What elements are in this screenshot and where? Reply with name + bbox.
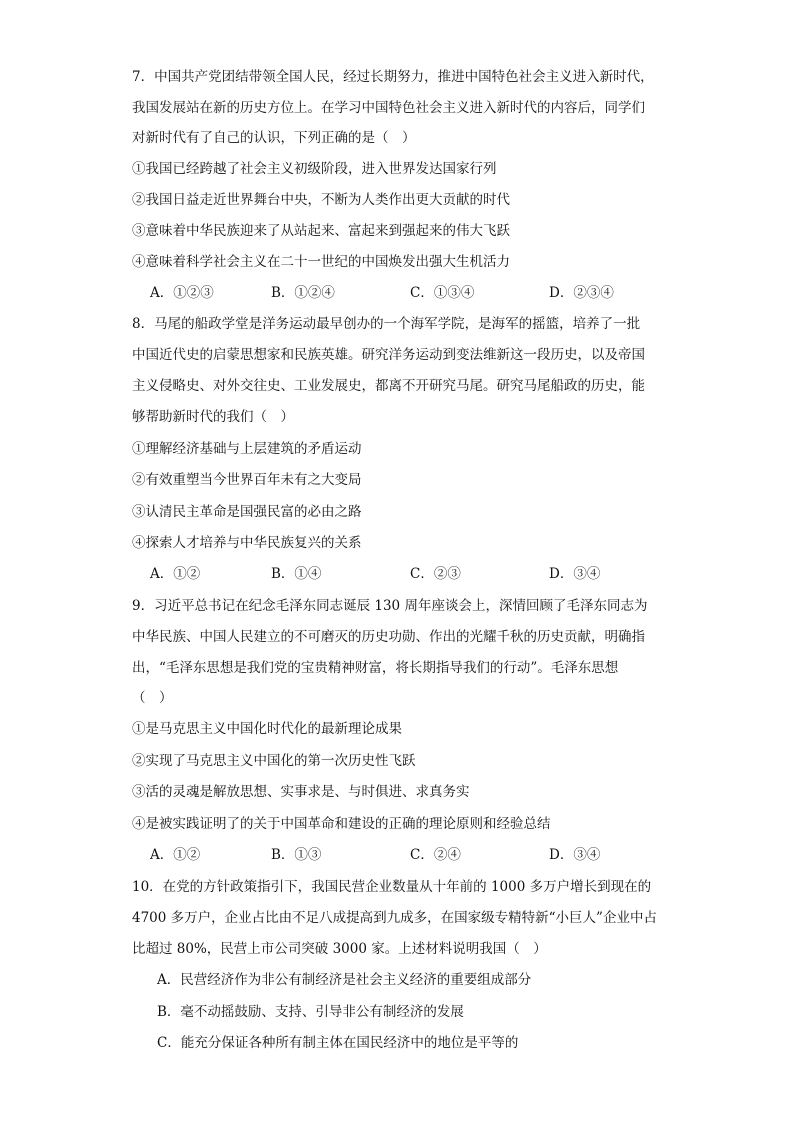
question-8-choice-c[interactable]: C．②③ xyxy=(410,566,461,582)
question-8-stem-line-3: 主义侵略史、对外交往史、工业发展史，都离不开研究马尾。研究马尾船政的历史，能 xyxy=(132,378,645,394)
question-7-statement-3: ③意味着中华民族迎来了从站起来、富起来到强起来的伟大飞跃 xyxy=(132,223,510,239)
question-9-stem-line-3: 出，“毛泽东思想是我们党的宝贵精神财富，将长期指导我们的行动”。毛泽东思想 xyxy=(132,660,619,676)
question-8-statement-4: ④探索人才培养与中华民族复兴的关系 xyxy=(132,535,362,551)
question-9-choices xyxy=(132,845,692,865)
question-10-stem-line-3: 比超过 80%，民营上市公司突破 3000 家。上述材料说明我国（ ） xyxy=(132,941,547,957)
question-9-statement-3: ③活的灵魂是解放思想、实事求是、与时俱进、求真务实 xyxy=(132,784,470,800)
question-7-stem-line-3: 对新时代有了自己的认识，下列正确的是（ ） xyxy=(132,130,416,146)
question-10-stem-line-2: 4700 多万户，企业占比由不足八成提高到九成多，在国家级专精特新“小巨人”企业中占 xyxy=(132,910,657,926)
question-7-stem-line-1: 7．中国共产党团结带领全国人民，经过长期努力，推进中国特色社会主义进入新时代， xyxy=(132,69,654,85)
question-8-choice-d[interactable]: D．③④ xyxy=(549,566,601,582)
question-9-stem-line-1: 9．习近平总书记在纪念毛泽东同志诞辰 130 周年座谈会上，深情回顾了毛泽东同志为 xyxy=(132,598,648,614)
question-9-statement-4: ④是被实践证明了的关于中国革命和建设的正确的理论原则和经验总结 xyxy=(132,816,551,832)
question-9-statement-1: ①是马克思主义中国化时代化的最新理论成果 xyxy=(132,721,402,737)
question-8-stem-line-4: 够帮助新时代的我们（ ） xyxy=(132,409,294,425)
question-8-choice-a[interactable]: A．①② xyxy=(150,566,201,582)
question-9-choice-c[interactable]: C．②④ xyxy=(410,847,461,863)
question-7-choice-a[interactable]: A．①②③ xyxy=(150,285,214,301)
question-8-statement-3: ③认清民主革命是国强民富的必由之路 xyxy=(132,504,362,520)
question-9-choice-a[interactable]: A．①② xyxy=(150,847,201,863)
question-9-statement-2: ②实现了马克思主义中国化的第一次历史性飞跃 xyxy=(132,753,416,769)
question-10-option-c[interactable]: C．能充分保证各种所有制主体在国民经济中的地位是平等的 xyxy=(157,1035,519,1051)
question-8-choices xyxy=(132,564,692,584)
question-7-choice-b[interactable]: B．①②④ xyxy=(271,285,335,301)
question-8-stem-line-2: 中国近代史的启蒙思想家和民族英雄。研究洋务运动到变法维新这一段历史，以及帝国 xyxy=(132,347,645,363)
question-8-choice-b[interactable]: B．①④ xyxy=(271,566,322,582)
question-7-statement-2: ②我国日益走近世界舞台中央，不断为人类作出更大贡献的时代 xyxy=(132,192,510,208)
question-7-statement-4: ④意味着科学社会主义在二十一世纪的中国焕发出强大生机活力 xyxy=(132,254,510,270)
question-10-option-b[interactable]: B．毫不动摇鼓励、支持、引导非公有制经济的发展 xyxy=(157,1004,464,1020)
question-10-stem-line-1: 10．在党的方针政策指引下，我国民营企业数量从十年前的 1000 多万户增长到现在的 xyxy=(132,879,652,895)
question-7-choice-c[interactable]: C．①③④ xyxy=(410,285,475,301)
question-8-statement-2: ②有效重塑当今世界百年未有之大变局 xyxy=(132,472,362,488)
question-9-choice-d[interactable]: D．③④ xyxy=(549,847,601,863)
question-9-choice-b[interactable]: B．①③ xyxy=(271,847,322,863)
question-10-option-a[interactable]: A．民营经济作为非公有制经济是社会主义经济的重要组成部分 xyxy=(157,972,532,988)
question-8-stem-line-1: 8．马尾的船政学堂是洋务运动最早创办的一个海军学院，是海军的摇篮，培养了一批 xyxy=(132,316,641,332)
question-9-stem-line-4: （ ） xyxy=(132,690,173,706)
question-7-choices xyxy=(132,283,692,303)
question-7-stem-line-2: 我国发展站在新的历史方位上。在学习中国特色社会主义进入新时代的内容后，同学们 xyxy=(132,100,645,116)
question-9-stem-line-2: 中华民族、中国人民建立的不可磨灭的历史功勋、作出的光耀千秋的历史贡献，明确指 xyxy=(132,629,645,645)
question-7-statement-1: ①我国已经跨越了社会主义初级阶段，进入世界发达国家行列 xyxy=(132,161,497,177)
question-8-statement-1: ①理解经济基础与上层建筑的矛盾运动 xyxy=(132,441,362,457)
question-7-choice-d[interactable]: D．②③④ xyxy=(549,285,614,301)
